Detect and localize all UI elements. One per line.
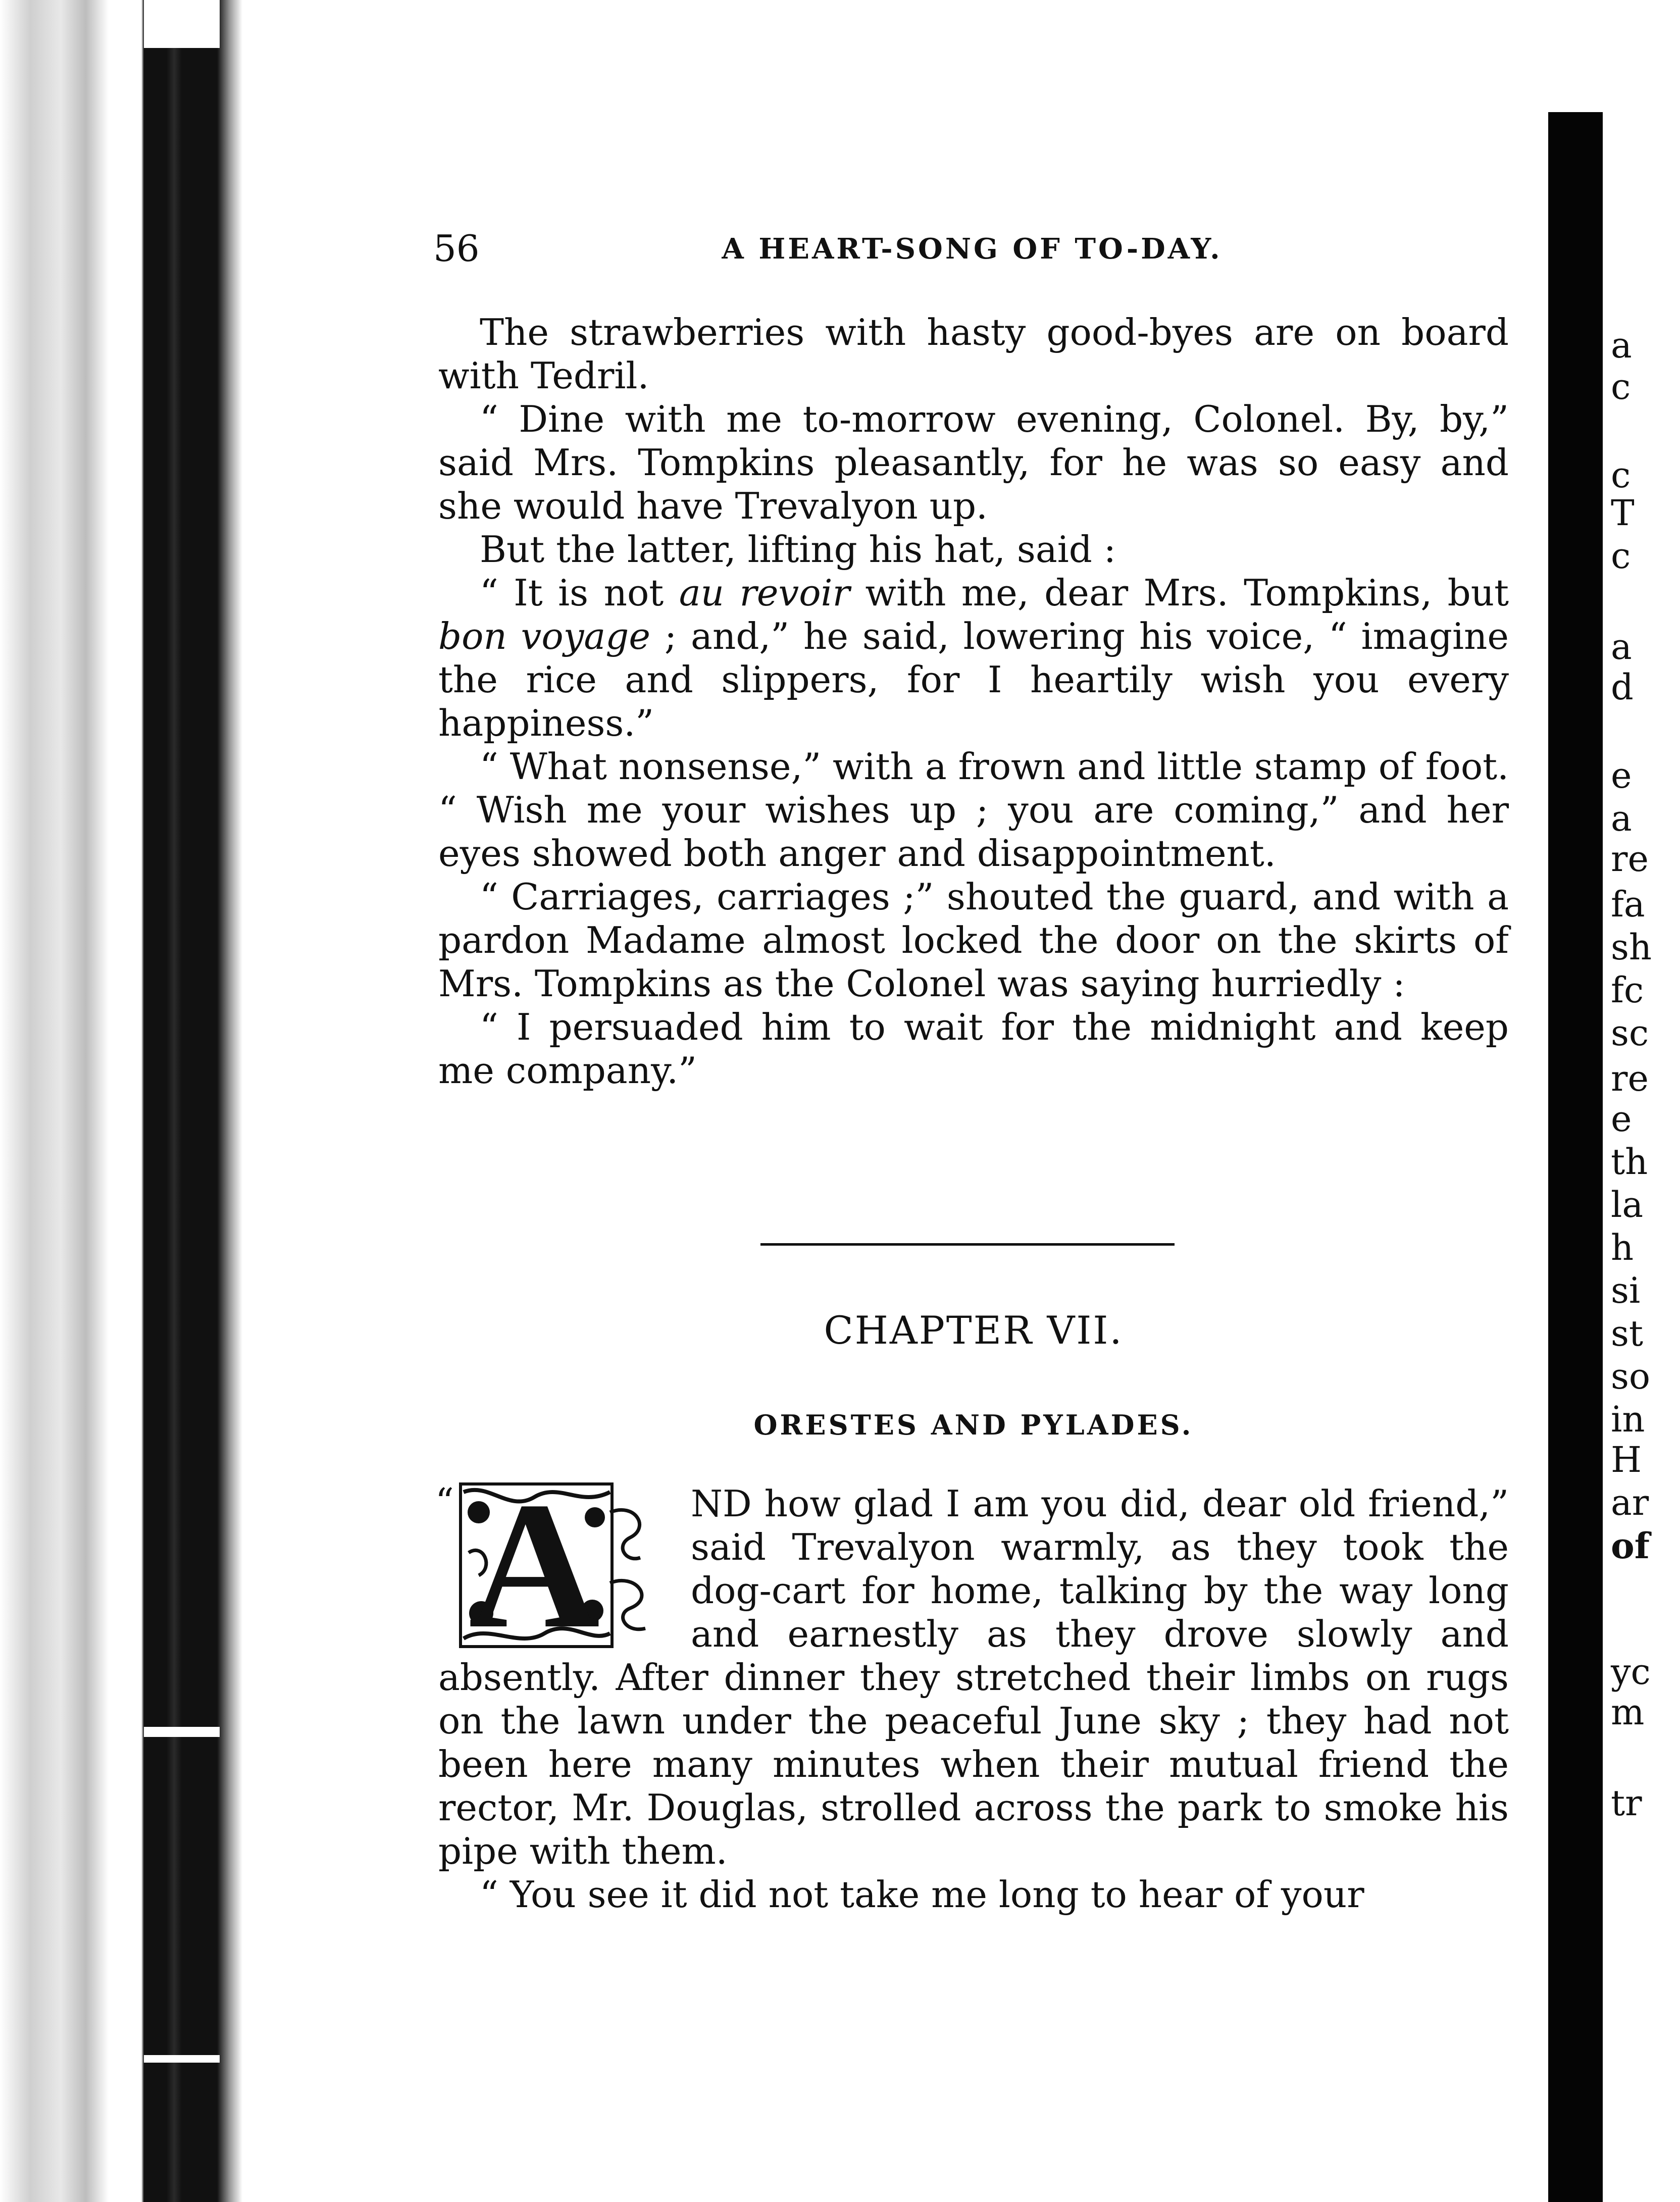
binding-gap-bottom bbox=[144, 2055, 220, 2063]
fragment: m bbox=[1611, 1692, 1645, 1733]
paragraph: The strawberries with hasty good-byes are on board with Tedril. bbox=[438, 311, 1509, 397]
fragment: yc bbox=[1611, 1651, 1651, 1693]
body-text bbox=[438, 311, 1509, 1092]
fragment: fa bbox=[1611, 884, 1645, 925]
fragment: st bbox=[1611, 1313, 1644, 1354]
fragment: of bbox=[1611, 1525, 1650, 1567]
drop-cap bbox=[435, 1464, 676, 1666]
fragment: c bbox=[1611, 366, 1631, 407]
fragment: c bbox=[1611, 535, 1631, 577]
fragment: in bbox=[1611, 1399, 1645, 1440]
fragment: c bbox=[1611, 454, 1631, 496]
page-number: 56 bbox=[433, 227, 480, 270]
paragraph bbox=[438, 571, 1509, 745]
fragment: so bbox=[1611, 1356, 1651, 1397]
paragraph: “ I persuaded him to wait for the midnight and keep me company.” bbox=[438, 1006, 1509, 1092]
fragment: fc bbox=[1611, 969, 1644, 1011]
running-title: A HEART-SONG OF TO-DAY. bbox=[722, 232, 1223, 266]
paragraph: “ Carriages, carriages ;” shouted the guard, and with a pardon Madame almost locked the door on the skirts of Mrs. Tompkins as the Colonel was saying hurriedly : bbox=[438, 876, 1509, 1005]
paragraph: “ Dine with me to-morrow evening, Colonel. By, by,” said Mrs. Tompkins pleasantly, for he was so easy and she would have Trevalyon up. bbox=[438, 398, 1509, 527]
drop-cap-letter: A bbox=[469, 1464, 600, 1666]
fragment: re bbox=[1611, 838, 1649, 880]
fragment: la bbox=[1611, 1184, 1644, 1225]
page-header bbox=[433, 227, 1511, 273]
paragraph: But the latter, lifting his hat, said : bbox=[480, 528, 1116, 571]
chapter-subtitle: ORESTES AND PYLADES. bbox=[753, 1409, 1194, 1441]
text-run: with me, dear Mrs. Tompkins, but bbox=[850, 572, 1509, 614]
fragment: e bbox=[1611, 755, 1632, 796]
binding-gap-top bbox=[144, 0, 220, 48]
text-run: ; and,” he said, lowering his voice, “ imagine the rice and slippers, for I heartily wish you every happiness.” bbox=[438, 615, 1509, 744]
italic-phrase: bon voyage bbox=[438, 615, 651, 657]
facing-page-shadow bbox=[1548, 112, 1603, 2202]
facing-page-fragments bbox=[1611, 303, 1680, 1969]
italic-phrase: au revoir bbox=[679, 572, 850, 614]
section-divider bbox=[760, 1243, 1175, 1246]
binding-gap-lower bbox=[144, 1727, 220, 1737]
fragment: tr bbox=[1611, 1782, 1642, 1824]
fragment: T bbox=[1611, 492, 1635, 534]
fragment: th bbox=[1611, 1141, 1648, 1183]
fragment: re bbox=[1611, 1058, 1649, 1099]
fragment: a bbox=[1611, 798, 1632, 839]
binding-gutter bbox=[0, 0, 273, 2202]
chapter-body bbox=[435, 1464, 1509, 1916]
fragment: d bbox=[1611, 667, 1634, 708]
fragment: e bbox=[1611, 1098, 1632, 1140]
fragment: H bbox=[1611, 1439, 1642, 1480]
fragment: ar bbox=[1611, 1482, 1649, 1523]
open-quote: “ bbox=[435, 1480, 454, 1523]
text-run: “ It is not bbox=[480, 572, 679, 614]
fragment: a bbox=[1611, 325, 1632, 366]
paragraph: ND how glad I am you did, dear old friend,” said Trevalyon warmly, as they took the dog-cart for home, talking by the way long and earnestly as they drove slowly and absently. After dinner they stretched their limbs on rugs on the lawn under the peaceful June sky ; they had not been here many minutes when their mutual friend the rector, Mr. Douglas, strolled across the park to smoke his pipe with them. bbox=[438, 1482, 1509, 1872]
chapter-title: CHAPTER VII. bbox=[824, 1308, 1124, 1353]
paragraph: “ You see it did not take me long to hear of your bbox=[480, 1873, 1364, 1916]
fragment: h bbox=[1611, 1227, 1634, 1268]
paragraph: “ What nonsense,” with a frown and little stamp of foot. “ Wish me your wishes up ; you are coming,” and her eyes showed both anger and disappointment. bbox=[438, 745, 1509, 875]
fragment: sc bbox=[1611, 1012, 1649, 1054]
fragment: a bbox=[1611, 626, 1632, 668]
fragment: si bbox=[1611, 1270, 1641, 1311]
fragment: sh bbox=[1611, 927, 1652, 968]
